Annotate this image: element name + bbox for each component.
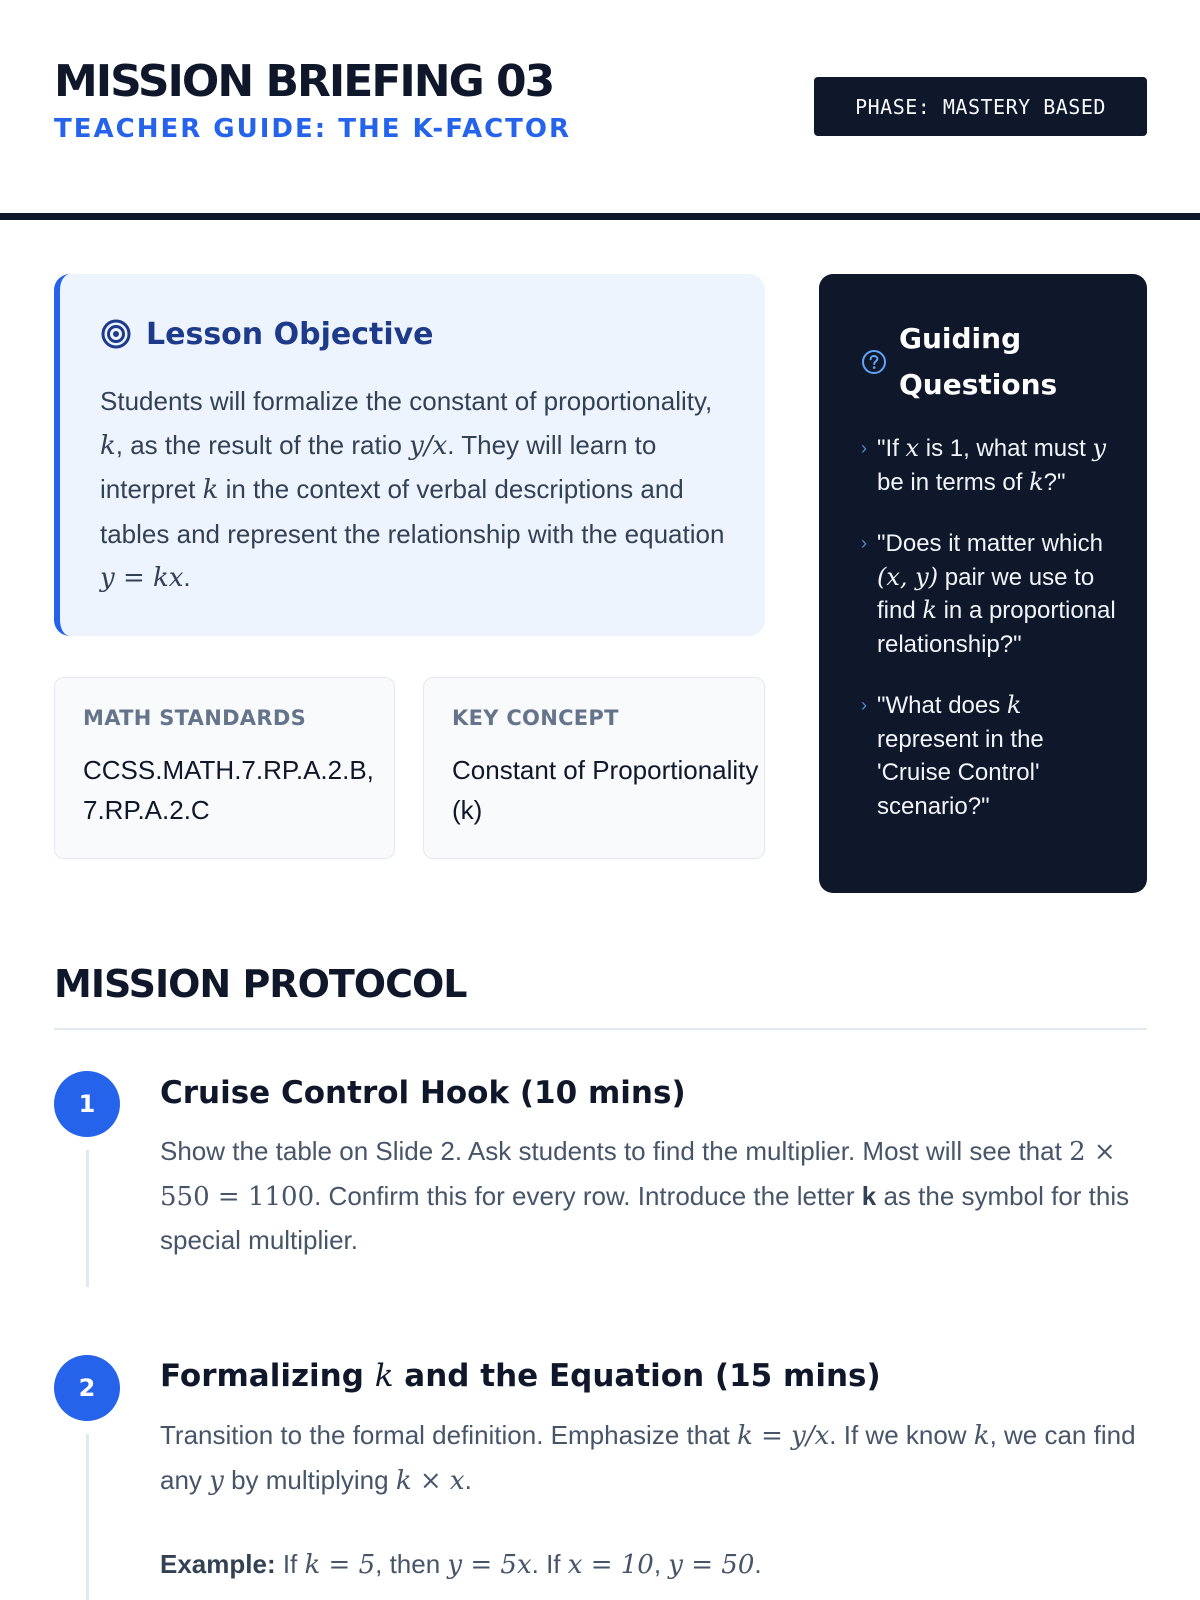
standards-value: CCSS.MATH.7.RP.A.2.B, 7.RP.A.2.C <box>83 755 374 825</box>
step-2-title: Formalizing k and the Equation (15 mins) <box>160 1358 881 1394</box>
math-standards-card <box>54 677 395 859</box>
objective-title: Lesson Objective <box>146 316 434 352</box>
step-connector-line <box>86 1150 89 1287</box>
guiding-questions-panel <box>819 274 1147 893</box>
header-divider <box>0 213 1200 220</box>
objective-header <box>100 314 725 354</box>
guiding-title: Guiding Questions <box>899 322 1058 401</box>
step-1-title: Cruise Control Hook (10 mins) <box>160 1075 686 1111</box>
step-number-badge: 2 <box>54 1355 120 1421</box>
protocol-divider <box>54 1028 1147 1030</box>
guiding-header <box>861 316 1117 408</box>
step-connector-line <box>86 1434 89 1600</box>
target-icon <box>100 318 132 350</box>
chevron-right-icon: › <box>861 438 867 458</box>
chevron-right-icon: › <box>861 533 867 553</box>
page-title: MISSION BRIEFING 03 <box>54 56 554 107</box>
key-concept-card <box>423 677 765 859</box>
concept-label: KEY CONCEPT <box>452 706 619 730</box>
phase-badge: PHASE: MASTERY BASED <box>814 77 1147 136</box>
page-subtitle: TEACHER GUIDE: THE K-FACTOR <box>54 114 572 144</box>
standards-label: MATH STANDARDS <box>83 706 306 730</box>
lesson-objective-panel <box>54 274 765 636</box>
step-2-example: Example: If k = 5, then y = 5x. If x = 10, y = 50. <box>160 1549 762 1580</box>
step-1-description: Show the table on Slide 2. Ask students to find the multiplier. Most will see that 2 × 550 = 1100. Confirm this for every row. Introduce the letter k as the symbol for this special multiplier. <box>160 1136 1130 1255</box>
chevron-right-icon: › <box>861 695 867 715</box>
guiding-question-2 <box>861 527 1117 661</box>
concept-value: Constant of Proportionality (k) <box>452 755 759 825</box>
page-header <box>54 56 1147 146</box>
guiding-question-1 <box>861 432 1117 499</box>
question-circle-icon <box>861 349 887 375</box>
question-text: "Does it matter which (x, y) pair we use to find k in a proportional relationship?" <box>877 530 1116 658</box>
guiding-question-list <box>861 432 1117 823</box>
question-text: "If x is 1, what must y be in terms of k?" <box>877 434 1107 496</box>
step-number-badge: 1 <box>54 1071 120 1137</box>
step-2-description: Transition to the formal definition. Emphasize that k = y/x. If we know k, we can find any y by multiplying k × x. <box>160 1420 1136 1496</box>
protocol-title: MISSION PROTOCOL <box>54 962 467 1006</box>
guiding-question-3 <box>861 689 1117 823</box>
question-text: "What does k represent in the 'Cruise Control' scenario?" <box>877 691 1044 820</box>
objective-text: Students will formalize the constant of proportionality, k, as the result of the ratio y/x. They will learn to interpret k in the context of verbal descriptions and tables and represent the relationship with the equation y = kx. <box>100 386 725 593</box>
